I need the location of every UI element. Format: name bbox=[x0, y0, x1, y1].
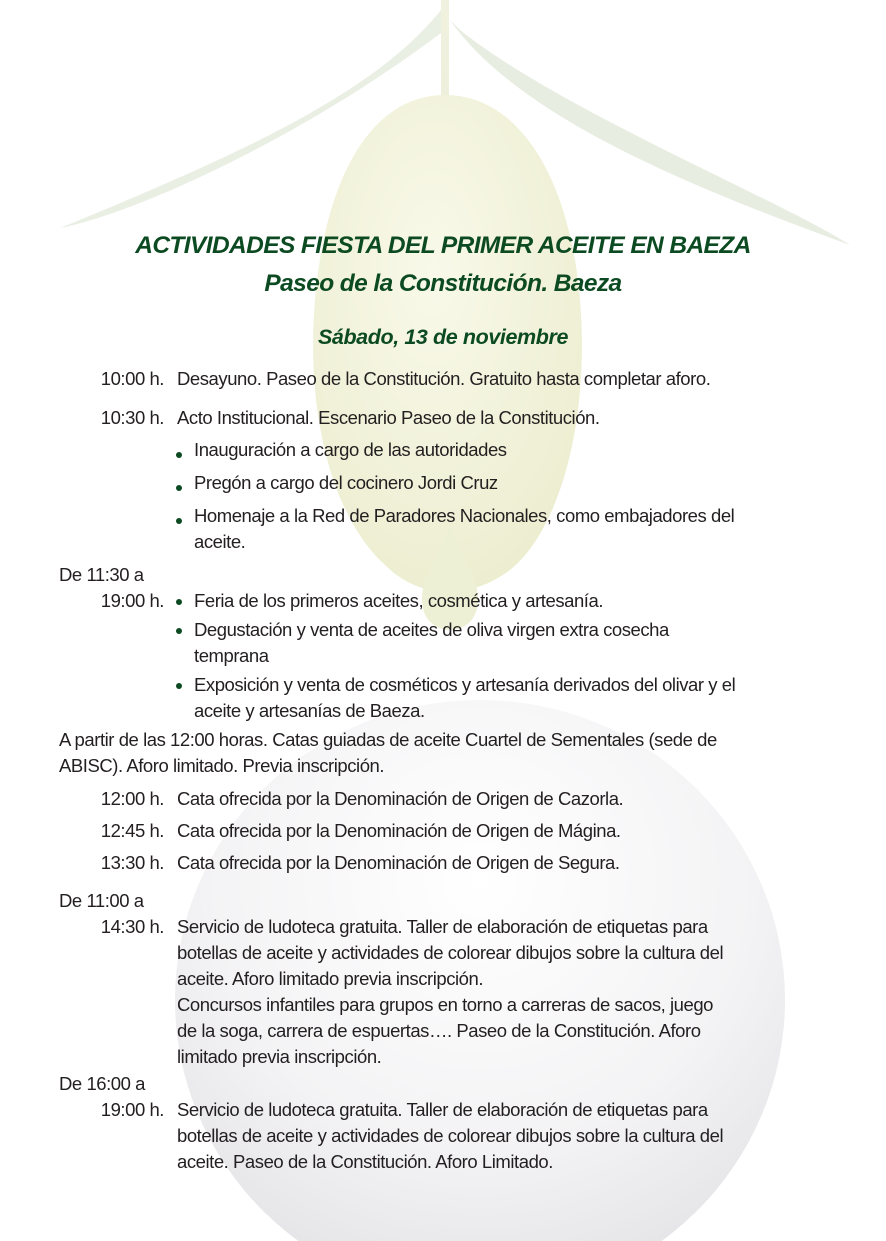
bullet-icon bbox=[176, 452, 182, 458]
bullet-icon bbox=[176, 485, 182, 491]
time-label: 19:00 h. bbox=[100, 1099, 164, 1120]
time-label: 19:00 h. bbox=[100, 590, 164, 611]
bullet-icon bbox=[176, 683, 182, 689]
time-label: De 16:00 a bbox=[59, 1073, 146, 1094]
time-label: 14:30 h. bbox=[100, 916, 164, 937]
activity-text: limitado previa inscripción. bbox=[177, 1046, 382, 1067]
olive-stem bbox=[441, 0, 449, 100]
activity-text: Cata ofrecida por la Denominación de Origen de Mágina. bbox=[177, 820, 621, 841]
bullet-text: aceite. bbox=[194, 531, 246, 552]
activity-text: Servicio de ludoteca gratuita. Taller de elaboración de etiquetas para bbox=[177, 916, 708, 937]
bullet-text: Feria de los primeros aceites, cosmética y artesanía. bbox=[194, 590, 604, 611]
time-label: De 11:30 a bbox=[59, 564, 144, 585]
bullet-text: temprana bbox=[194, 645, 269, 666]
bullet-icon bbox=[176, 599, 182, 605]
time-label: De 11:00 a bbox=[59, 890, 144, 911]
bullet-icon bbox=[176, 628, 182, 634]
time-label: 10:30 h. bbox=[100, 407, 164, 428]
time-label: 12:00 h. bbox=[100, 788, 164, 809]
activity-text: botellas de aceite y actividades de colorear dibujos sobre la cultura del bbox=[177, 1125, 724, 1146]
activity-text: Acto Institucional. Escenario Paseo de la Constitución. bbox=[177, 407, 600, 428]
bullet-text: Pregón a cargo del cocinero Jordi Cruz bbox=[194, 472, 498, 493]
time-label: 10:00 h. bbox=[100, 368, 164, 389]
bullet-icon bbox=[176, 518, 182, 524]
page-title: ACTIVIDADES FIESTA DEL PRIMER ACEITE EN BAEZA bbox=[135, 232, 751, 259]
activity-text: Cata ofrecida por la Denominación de Origen de Cazorla. bbox=[177, 788, 624, 809]
activity-text: Cata ofrecida por la Denominación de Origen de Segura. bbox=[177, 852, 620, 873]
activity-text: aceite. Aforo limitado previa inscripción. bbox=[177, 968, 484, 989]
bullet-text: Homenaje a la Red de Paradores Nacionales, como embajadores del bbox=[194, 505, 735, 526]
time-label: 12:45 h. bbox=[100, 820, 164, 841]
activity-text: Desayuno. Paseo de la Constitución. Gratuito hasta completar aforo. bbox=[177, 368, 711, 389]
time-label: 13:30 h. bbox=[100, 852, 164, 873]
activity-text: Servicio de ludoteca gratuita. Taller de elaboración de etiquetas para bbox=[177, 1099, 708, 1120]
event-date: Sábado, 13 de noviembre bbox=[317, 325, 569, 349]
activity-text: botellas de aceite y actividades de colorear dibujos sobre la cultura del bbox=[177, 942, 724, 963]
activity-text: Concursos infantiles para grupos en torno a carreras de sacos, juego bbox=[177, 994, 714, 1015]
page-subtitle: Paseo de la Constitución. Baeza bbox=[264, 270, 622, 297]
activity-text: aceite. Paseo de la Constitución. Aforo Limitado. bbox=[177, 1151, 553, 1172]
bullet-text: Exposición y venta de cosméticos y artesanía derivados del olivar y el bbox=[194, 674, 736, 695]
bullet-text: Degustación y venta de aceites de oliva virgen extra cosecha bbox=[194, 619, 669, 640]
activity-text: de la soga, carrera de espuertas…. Paseo de la Constitución. Aforo bbox=[177, 1020, 701, 1041]
paragraph-line: ABISC). Aforo limitado. Previa inscripción. bbox=[59, 755, 385, 776]
bullet-text: Inauguración a cargo de las autoridades bbox=[194, 439, 507, 460]
bullet-text: aceite y artesanías de Baeza. bbox=[194, 700, 425, 721]
paragraph-line: A partir de las 12:00 horas. Catas guiadas de aceite Cuartel de Sementales (sede de bbox=[59, 729, 717, 750]
